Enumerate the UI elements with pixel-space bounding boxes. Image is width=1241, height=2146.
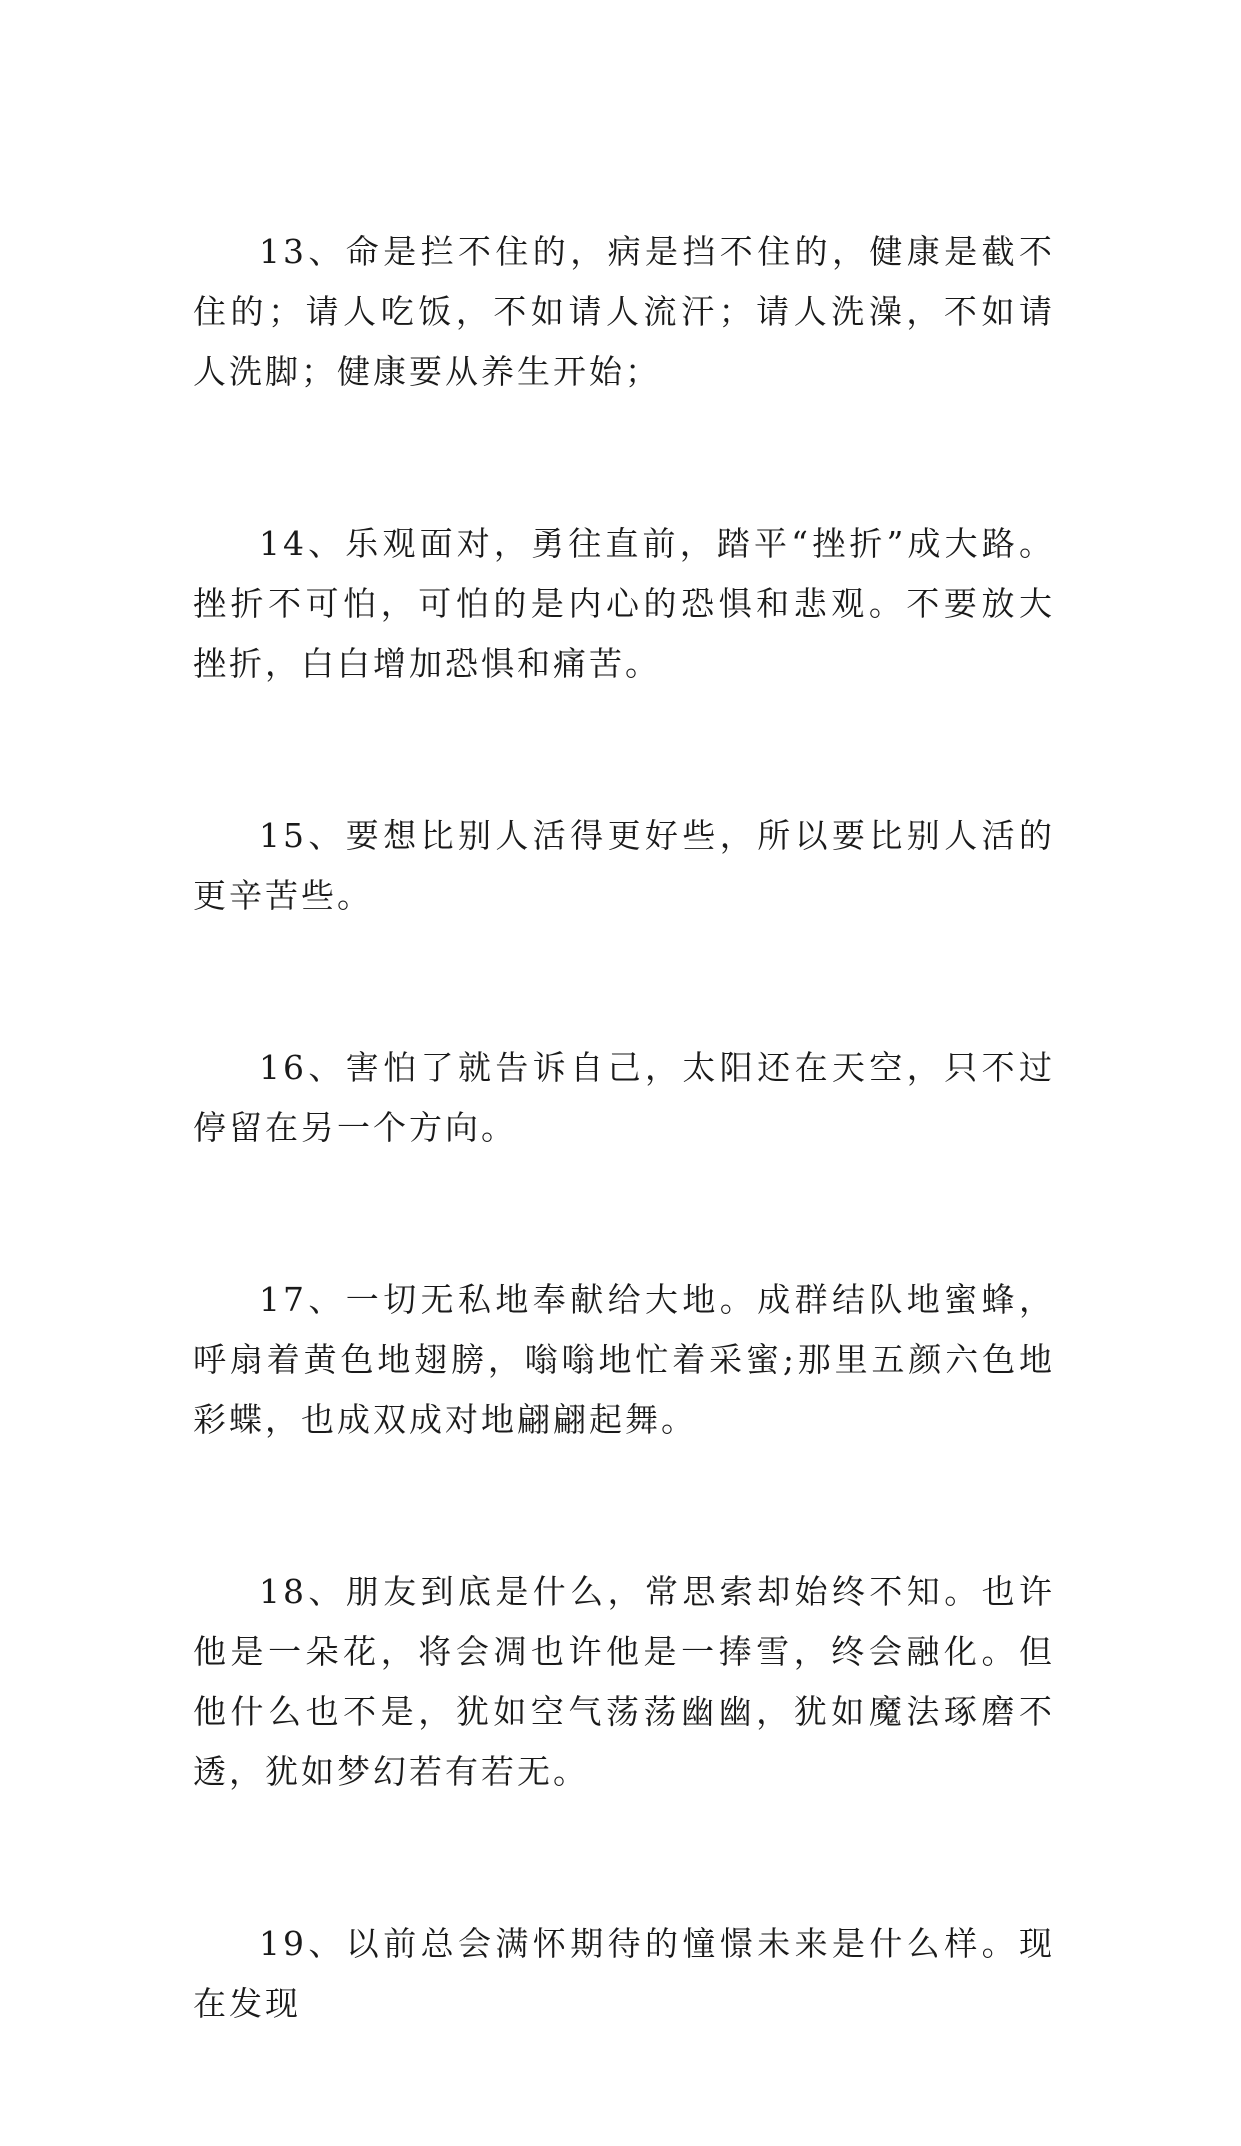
paragraph-19: 19、以前总会满怀期待的憧憬未来是什么样。现在发现 — [193, 1924, 1055, 2023]
paragraph-18: 18、朋友到底是什么，常思索却始终不知。也许他是一朵花，将会凋也许他是一捧雪，终会融化。但他什么也不是，犹如空气荡荡幽幽，犹如魔法琢磨不透，犹如梦幻若有若无。 — [193, 1572, 1055, 1791]
paragraph-14: 14、乐观面对，勇往直前，踏平“挫折”成大路。挫折不可怕，可怕的是内心的恐惧和悲观。不要放大挫折，白白增加恐惧和痛苦。 — [193, 524, 1055, 683]
paragraph-17: 17、一切无私地奉献给大地。成群结队地蜜蜂，呼扇着黄色地翅膀，嗡嗡地忙着采蜜;那里五颜六色地彩蝶，也成双成对地翩翩起舞。 — [193, 1280, 1055, 1439]
paragraph-13: 13、命是拦不住的，病是挡不住的，健康是截不住的；请人吃饭，不如请人流汗；请人洗澡，不如请人洗脚；健康要从养生开始； — [193, 232, 1055, 391]
paragraph-16: 16、害怕了就告诉自己，太阳还在天空，只不过停留在另一个方向。 — [193, 1048, 1055, 1147]
paragraph-15: 15、要想比别人活得更好些，所以要比别人活的更辛苦些。 — [193, 816, 1055, 915]
document-body — [193, 222, 1055, 2146]
